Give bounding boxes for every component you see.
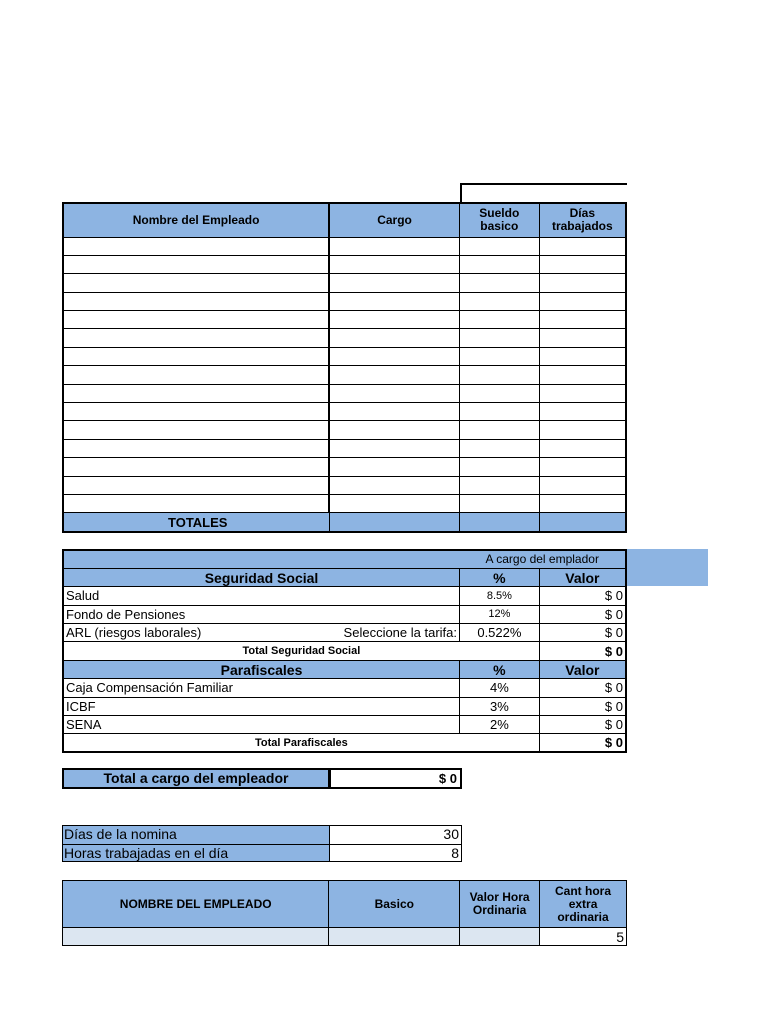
employee-nombre-cell[interactable] — [63, 494, 329, 512]
salud-pct[interactable]: 8.5% — [460, 587, 540, 605]
employee-sueldo-cell[interactable] — [459, 458, 539, 476]
employee-cargo-cell[interactable] — [329, 237, 459, 255]
icbf-row — [63, 697, 626, 715]
employee-dias-cell[interactable] — [539, 237, 626, 255]
employee-dias-cell[interactable] — [539, 476, 626, 494]
employee-cargo-cell[interactable] — [329, 439, 459, 457]
arl-label: ARL (riesgos laborales) — [63, 624, 329, 642]
employee-dias-cell[interactable] — [539, 311, 626, 329]
header-valor-hora: Valor Hora Ordinaria — [460, 881, 540, 928]
employee-cargo-cell[interactable] — [329, 458, 459, 476]
employee-dias-cell[interactable] — [539, 347, 626, 365]
salud-valor: $ 0 — [539, 587, 626, 605]
header-cargo: Cargo — [329, 203, 459, 237]
employee-table — [62, 202, 627, 533]
employee-dias-cell[interactable] — [539, 366, 626, 384]
total-empleador-label-cell — [62, 768, 330, 789]
seguridad-social-title: Seguridad Social — [63, 568, 460, 586]
horas-extra-table — [62, 880, 627, 946]
employee-nombre-cell[interactable] — [63, 421, 329, 439]
pensiones-valor: $ 0 — [539, 605, 626, 623]
employee-dias-cell[interactable] — [539, 458, 626, 476]
sena-valor: $ 0 — [539, 716, 626, 734]
caja-pct[interactable]: 4% — [460, 679, 540, 697]
employee-nombre-cell[interactable] — [63, 366, 329, 384]
employee-dias-cell[interactable] — [539, 274, 626, 292]
totals-sueldo-cell[interactable] — [459, 513, 539, 532]
employee-cargo-cell[interactable] — [329, 366, 459, 384]
arl-valor: $ 0 — [539, 624, 626, 642]
employee-cargo-cell[interactable] — [329, 329, 459, 347]
employee-dias-cell[interactable] — [539, 439, 626, 457]
employee-nombre-cell[interactable] — [63, 439, 329, 457]
salud-label: Salud — [63, 587, 329, 605]
header-sueldo-basico: Sueldo basico — [459, 203, 539, 237]
employee-cargo-cell[interactable] — [329, 476, 459, 494]
horas-label: Horas trabajadas en el día — [64, 845, 229, 861]
total-empleador-value-cell — [329, 768, 462, 789]
horas-value-cell[interactable] — [329, 844, 462, 862]
employer-header-row — [63, 550, 626, 568]
table-row — [63, 476, 626, 494]
table-row — [63, 292, 626, 310]
pensiones-label: Fondo de Pensiones — [63, 605, 329, 623]
employer-header: A cargo del emplador — [460, 550, 627, 568]
social-security-table — [62, 549, 627, 753]
horas-label-cell — [62, 844, 330, 862]
horas-value: 8 — [451, 845, 459, 861]
table-row — [63, 439, 626, 457]
para-pct-header: % — [460, 660, 540, 678]
table-row — [63, 329, 626, 347]
employee-cargo-cell[interactable] — [329, 292, 459, 310]
totals-cargo-cell[interactable] — [329, 513, 459, 532]
employee-sueldo-cell[interactable] — [459, 274, 539, 292]
employee-nombre-cell[interactable] — [63, 458, 329, 476]
dias-nomina-label-cell — [62, 825, 330, 844]
header-nombre-empleado-bottom: NOMBRE DEL EMPLEADO — [63, 881, 329, 928]
employee-cargo-cell[interactable] — [329, 494, 459, 512]
icbf-valor: $ 0 — [539, 697, 626, 715]
table-row — [63, 237, 626, 255]
dias-nomina-value-cell[interactable] — [329, 825, 462, 844]
totals-label: TOTALES — [63, 513, 329, 532]
employee-sueldo-cell[interactable] — [459, 421, 539, 439]
table-row — [63, 274, 626, 292]
table-row — [63, 494, 626, 512]
employee-nombre-cell[interactable] — [63, 255, 329, 273]
arl-tarifa-select[interactable]: 0.522% — [460, 624, 540, 642]
caja-label: Caja Compensación Familiar — [63, 679, 460, 697]
parafiscales-title: Parafiscales — [63, 660, 460, 678]
total-seguridad-row — [63, 642, 626, 660]
seguridad-social-header-row — [63, 568, 626, 586]
table-row — [63, 366, 626, 384]
total-parafiscales-value: $ 0 — [539, 734, 626, 752]
header-dias-trabajados: Días trabajados — [539, 203, 626, 237]
sena-label: SENA — [63, 716, 460, 734]
employee-nombre-cell[interactable] — [63, 476, 329, 494]
employee-sueldo-cell[interactable] — [459, 476, 539, 494]
employee-cargo-cell[interactable] — [329, 347, 459, 365]
bottom-cant-hora-cell[interactable]: 5 — [540, 928, 627, 946]
employee-cargo-cell[interactable] — [329, 384, 459, 402]
employee-table-header — [63, 203, 626, 237]
table-row — [63, 347, 626, 365]
employee-dias-cell[interactable] — [539, 255, 626, 273]
employee-nombre-cell[interactable] — [63, 292, 329, 310]
arl-tarifa-label: Seleccione la tarifa: — [329, 624, 460, 642]
sena-row — [63, 716, 626, 734]
dias-nomina-label: Días de la nomina — [64, 826, 177, 842]
employee-sueldo-cell[interactable] — [459, 255, 539, 273]
employee-totals-row — [63, 513, 626, 532]
employee-dias-cell[interactable] — [539, 421, 626, 439]
employee-nombre-cell[interactable] — [63, 237, 329, 255]
pensiones-pct[interactable]: 12% — [460, 605, 540, 623]
employee-sueldo-cell[interactable] — [459, 494, 539, 512]
total-parafiscales-row — [63, 734, 626, 752]
employee-sueldo-cell[interactable] — [459, 329, 539, 347]
horas-extra-row — [63, 928, 627, 946]
table-row — [63, 384, 626, 402]
bottom-basico-cell[interactable] — [329, 928, 460, 946]
employee-dias-cell[interactable] — [539, 329, 626, 347]
employee-sueldo-cell[interactable] — [459, 311, 539, 329]
dias-nomina-value: 30 — [443, 826, 459, 842]
employee-nombre-cell[interactable] — [63, 311, 329, 329]
employee-dias-cell[interactable] — [539, 292, 626, 310]
employee-sueldo-cell[interactable] — [459, 439, 539, 457]
header-nombre-empleado: Nombre del Empleado — [63, 203, 329, 237]
pct-header: % — [460, 568, 540, 586]
total-empleador-label: Total a cargo del empleador — [103, 770, 289, 786]
header-cant-hora-extra: Cant hora extra ordinaria — [540, 881, 627, 928]
pensiones-row — [63, 605, 626, 623]
table-row — [63, 403, 626, 421]
horas-extra-header — [63, 881, 627, 928]
salud-row — [63, 587, 626, 605]
icbf-label: ICBF — [63, 697, 460, 715]
employee-nombre-cell[interactable] — [63, 329, 329, 347]
employee-cargo-cell[interactable] — [329, 421, 459, 439]
employee-dias-cell[interactable] — [539, 403, 626, 421]
top-frame-line — [460, 183, 627, 204]
employee-nombre-cell[interactable] — [63, 274, 329, 292]
totals-dias-cell[interactable] — [539, 513, 626, 532]
employee-cargo-cell[interactable] — [329, 403, 459, 421]
employee-nombre-cell[interactable] — [63, 384, 329, 402]
total-empleador-value: $ 0 — [438, 771, 457, 786]
employee-nombre-cell[interactable] — [63, 347, 329, 365]
employee-cargo-cell[interactable] — [329, 255, 459, 273]
table-row — [63, 421, 626, 439]
employee-nombre-cell[interactable] — [63, 403, 329, 421]
employee-cargo-cell[interactable] — [329, 274, 459, 292]
bottom-name-cell[interactable] — [63, 928, 329, 946]
employee-sueldo-cell[interactable] — [459, 237, 539, 255]
employee-sueldo-cell[interactable] — [459, 347, 539, 365]
caja-row — [63, 679, 626, 697]
total-parafiscales-label: Total Parafiscales — [255, 736, 348, 749]
bottom-valor-hora-cell[interactable] — [460, 928, 540, 946]
arl-row — [63, 624, 626, 642]
total-seguridad-value: $ 0 — [539, 642, 626, 660]
para-valor-header: Valor — [539, 660, 626, 678]
employee-dias-cell[interactable] — [539, 384, 626, 402]
caja-valor: $ 0 — [539, 679, 626, 697]
total-seguridad-label: Total Seguridad Social — [63, 642, 539, 660]
table-row — [63, 311, 626, 329]
employee-sueldo-cell[interactable] — [459, 403, 539, 421]
header-basico: Basico — [329, 881, 460, 928]
valor-header: Valor — [539, 568, 626, 586]
sena-pct[interactable]: 2% — [460, 716, 540, 734]
table-row — [63, 255, 626, 273]
side-blue-block — [627, 549, 708, 586]
table-row — [63, 458, 626, 476]
employee-sueldo-cell[interactable] — [459, 366, 539, 384]
employee-dias-cell[interactable] — [539, 494, 626, 512]
parafiscales-header-row — [63, 660, 626, 678]
icbf-pct[interactable]: 3% — [460, 697, 540, 715]
employee-cargo-cell[interactable] — [329, 311, 459, 329]
employee-sueldo-cell[interactable] — [459, 292, 539, 310]
employee-sueldo-cell[interactable] — [459, 384, 539, 402]
